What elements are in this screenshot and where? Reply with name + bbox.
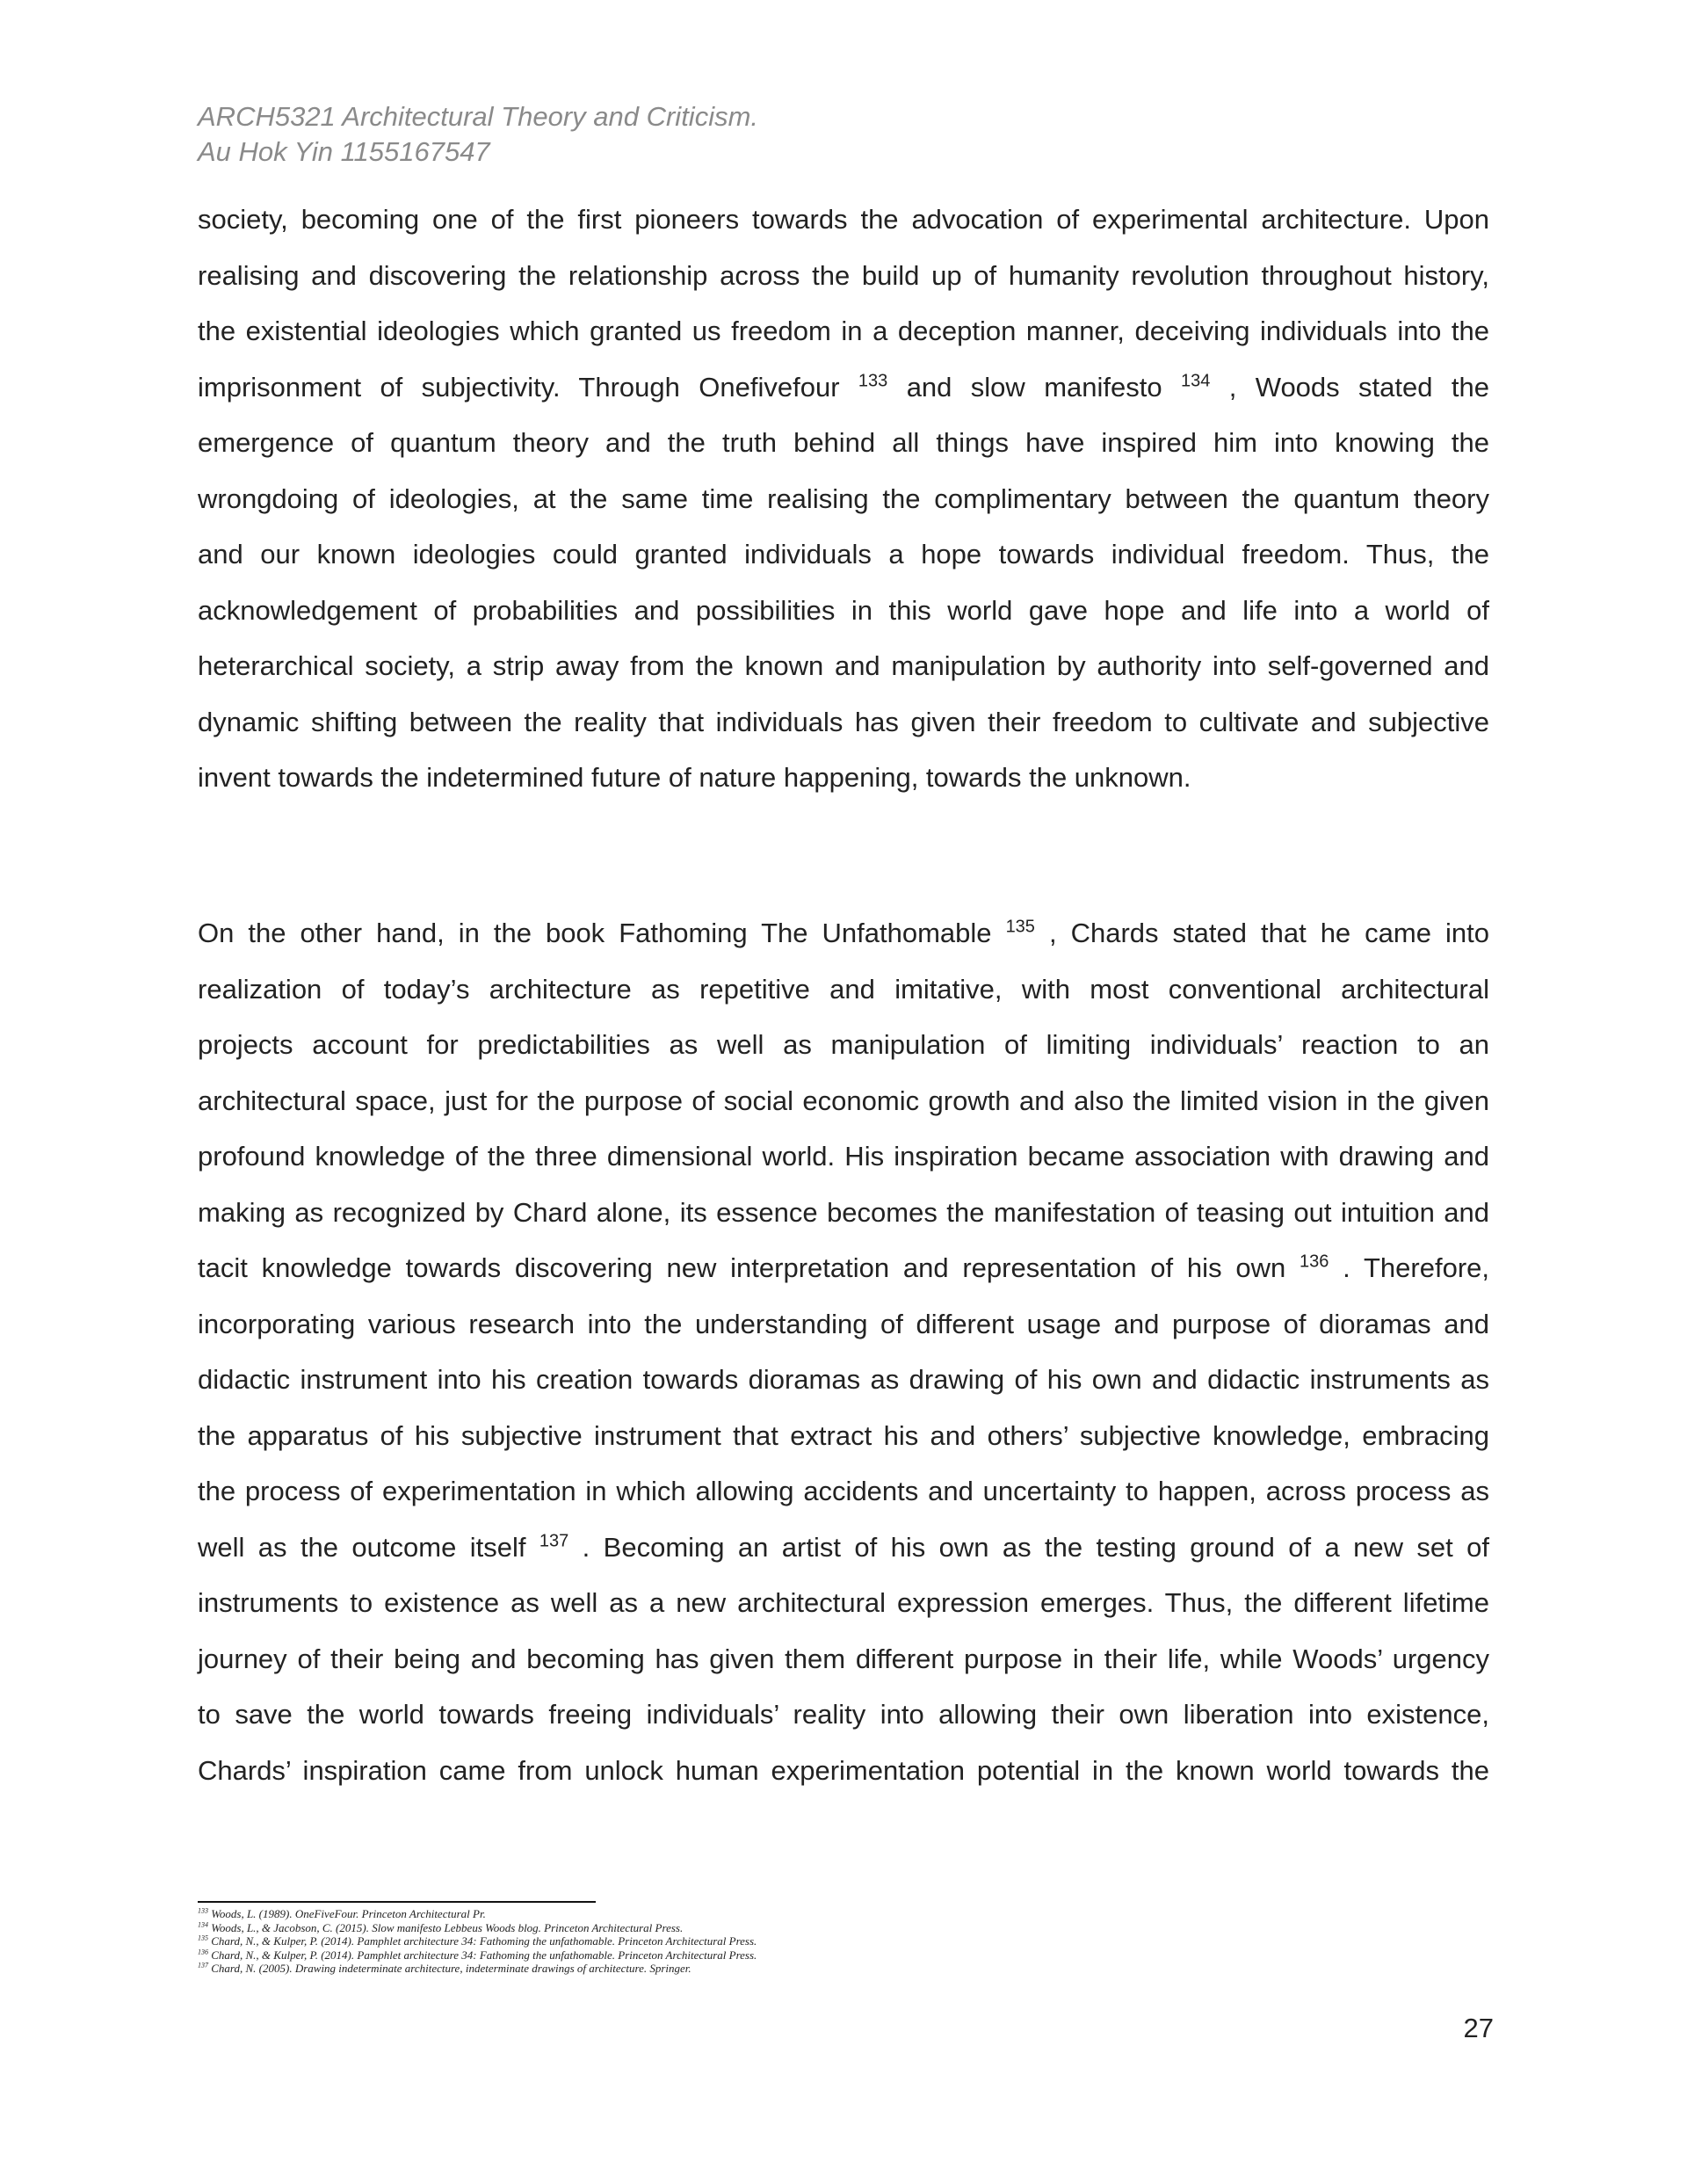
text-run: imprisonment of subjectivity. Through Onefivefour bbox=[198, 371, 840, 403]
text-line bbox=[198, 1520, 1489, 1576]
footnote-ref-137[interactable]: 137 bbox=[539, 1531, 569, 1551]
text-line bbox=[198, 905, 1489, 961]
footnote-item bbox=[198, 1907, 757, 1921]
text-line: realising and discovering the relationship across the build up of humanity revolution throughout history, bbox=[198, 259, 1489, 291]
text-line: the apparatus of his subjective instrument that extract his and others’ subjective knowledge, embracing bbox=[198, 1419, 1489, 1451]
text-run: , Woods stated the bbox=[1228, 371, 1489, 403]
text-line: Chards’ inspiration came from unlock human experimentation potential in the known world towards the bbox=[198, 1754, 1489, 1786]
footnote-ref-133[interactable]: 133 bbox=[858, 371, 888, 391]
footnote-text: Chard, N., & Kulper, P. (2014). Pamphlet architecture 34: Fathoming the unfathomable. Princeton Architectural Press. bbox=[211, 1948, 757, 1962]
text-run: On the other hand, in the book Fathoming The Unfathomable bbox=[198, 918, 992, 948]
footnote-text: Chard, N. (2005). Drawing indeterminate architecture, indeterminate drawings of architecture. Springer. bbox=[211, 1962, 691, 1975]
text-line: the process of experimentation in which allowing accidents and uncertainty to happen, across process as bbox=[198, 1476, 1489, 1506]
text-line: invent towards the indetermined future of nature happening, towards the unknown. bbox=[198, 762, 1191, 793]
footnote-ref-135[interactable]: 135 bbox=[1005, 917, 1035, 937]
footnote-number: 136 bbox=[198, 1948, 208, 1956]
paragraph-chard bbox=[198, 905, 1489, 1798]
footnote-text: Woods, L., & Jacobson, C. (2015). Slow manifesto Lebbeus Woods blog. Princeton Architectural Press. bbox=[211, 1920, 684, 1934]
text-line: dynamic shifting between the reality that individuals has given their freedom to cultivate and subjective bbox=[198, 706, 1489, 737]
text-line: and our known ideologies could granted individuals a hope towards individual freedom. Thus, the bbox=[198, 539, 1489, 570]
paragraph-woods bbox=[198, 192, 1489, 806]
text-run: , Chards stated that he came into bbox=[1048, 918, 1489, 948]
text-line: didactic instrument into his creation towards dioramas as drawing of his own and didactic instruments as bbox=[198, 1364, 1489, 1395]
text-line: profound knowledge of the three dimensional world. His inspiration became association with drawing and bbox=[198, 1141, 1489, 1172]
text-line: projects account for predictabilities as well as manipulation of limiting individuals’ reaction to an bbox=[198, 1029, 1489, 1060]
footnote-number: 133 bbox=[198, 1906, 208, 1915]
footnote-item bbox=[198, 1921, 757, 1935]
text-run: tacit knowledge towards discovering new interpretation and representation of his own bbox=[198, 1252, 1286, 1283]
page-number: 27 bbox=[1463, 2013, 1494, 2043]
text-line: instruments to existence as well as a new architectural expression emerges. Thus, the different lifetime bbox=[198, 1587, 1489, 1618]
text-line: the existential ideologies which granted us freedom in a deception manner, deceiving individuals into the bbox=[198, 316, 1489, 346]
text-line: architectural space, just for the purpose of social economic growth and also the limited vision in the given bbox=[198, 1085, 1489, 1116]
footnotes-list bbox=[198, 1907, 757, 1976]
footnote-ref-136[interactable]: 136 bbox=[1300, 1252, 1329, 1272]
text-line: acknowledgement of probabilities and possibilities in this world gave hope and life into a world of bbox=[198, 594, 1489, 626]
author-line: Au Hok Yin 1155167547 bbox=[198, 136, 490, 167]
footnote-number: 137 bbox=[198, 1961, 208, 1970]
text-line: society, becoming one of the first pioneers towards the advocation of experimental architecture. Upon bbox=[198, 204, 1489, 235]
text-line: making as recognized by Chard alone, its essence becomes the manifestation of teasing out intuition and bbox=[198, 1196, 1489, 1228]
text-line: to save the world towards freeing individuals’ reality into allowing their own liberation into existence, bbox=[198, 1699, 1489, 1730]
footnote-text: Woods, L. (1989). OneFiveFour. Princeton Architectural Pr. bbox=[211, 1907, 486, 1920]
text-line bbox=[198, 359, 1489, 416]
footnote-number: 134 bbox=[198, 1920, 208, 1929]
footnote-number: 135 bbox=[198, 1934, 208, 1942]
page-header bbox=[198, 99, 758, 170]
footnote-text: Chard, N., & Kulper, P. (2014). Pamphlet architecture 34: Fathoming the unfathomable. Princeton Architectural Press. bbox=[211, 1934, 757, 1948]
text-line: journey of their being and becoming has given them different purpose in their life, while Woods’ urgency bbox=[198, 1643, 1489, 1674]
text-run: . Becoming an artist of his own as the testing ground of a new set of bbox=[582, 1531, 1489, 1563]
text-run: and slow manifesto bbox=[906, 371, 1162, 403]
footnote-divider bbox=[198, 1901, 596, 1903]
text-run: . Therefore, bbox=[1343, 1252, 1489, 1283]
footnote-item bbox=[198, 1962, 757, 1976]
text-line: incorporating various research into the understanding of different usage and purpose of dioramas and bbox=[198, 1308, 1489, 1339]
text-line: emergence of quantum theory and the truth behind all things have inspired him into knowing the bbox=[198, 427, 1489, 458]
footnote-item bbox=[198, 1934, 757, 1948]
text-line: heterarchical society, a strip away from the known and manipulation by authority into self-governed and bbox=[198, 650, 1489, 681]
footnote-item bbox=[198, 1948, 757, 1963]
footnote-ref-134[interactable]: 134 bbox=[1180, 371, 1211, 391]
text-line: realization of today’s architecture as repetitive and imitative, with most conventional architectural bbox=[198, 973, 1489, 1005]
text-line bbox=[198, 1240, 1489, 1296]
text-run: well as the outcome itself bbox=[198, 1531, 539, 1563]
text-line: wrongdoing of ideologies, at the same time realising the complimentary between the quantum theory bbox=[198, 483, 1489, 514]
course-title: ARCH5321 Architectural Theory and Criticism. bbox=[198, 101, 759, 132]
